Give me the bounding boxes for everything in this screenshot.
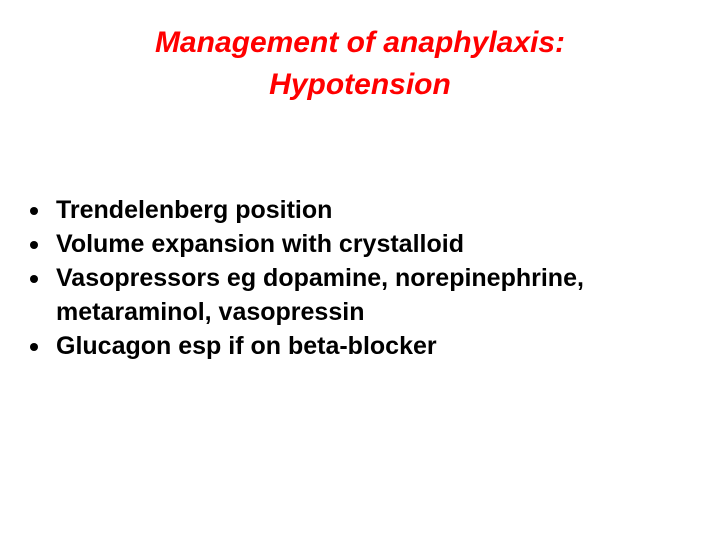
bullet-text: Vasopressors eg dopamine, norepinephrine, metaraminol, vasopressin bbox=[56, 264, 584, 326]
bullet-item bbox=[24, 193, 704, 227]
bullet-icon bbox=[30, 275, 38, 283]
bullet-item bbox=[24, 261, 704, 329]
bullet-icon bbox=[30, 241, 38, 249]
bullet-item bbox=[24, 329, 704, 363]
bullet-text: Glucagon esp if on beta-blocker bbox=[56, 332, 437, 360]
title-line-2: Hypotension bbox=[269, 68, 451, 101]
slide-title bbox=[60, 22, 660, 106]
bullet-text: Trendelenberg position bbox=[56, 196, 333, 224]
bullet-icon bbox=[30, 207, 38, 215]
bullet-icon bbox=[30, 343, 38, 351]
title-line-1: Management of anaphylaxis: bbox=[154, 26, 566, 59]
bullet-text: Volume expansion with crystalloid bbox=[56, 230, 464, 258]
bullet-list bbox=[24, 193, 704, 363]
bullet-item bbox=[24, 227, 704, 261]
